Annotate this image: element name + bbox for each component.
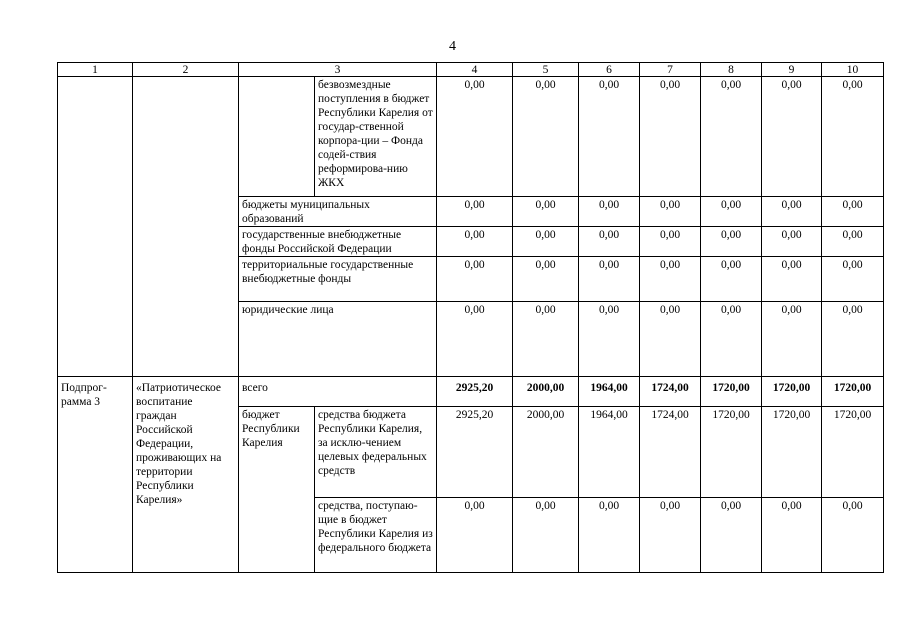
value-cell: 0,00 (437, 498, 513, 573)
value-cell: 0,00 (822, 257, 884, 302)
value-cell: 0,00 (579, 197, 640, 227)
header-cell-9: 9 (762, 63, 822, 77)
table-row (58, 377, 884, 407)
source-label: государственные внебюджетные фонды Российской Федерации (239, 227, 437, 257)
value-cell: 0,00 (513, 302, 579, 377)
empty-cell (58, 77, 133, 377)
value-cell: 0,00 (701, 498, 762, 573)
total-label: всего (239, 377, 437, 407)
value-cell: 0,00 (437, 227, 513, 257)
value-cell: 0,00 (513, 257, 579, 302)
value-cell: 0,00 (640, 197, 701, 227)
source-label: безвозмездные поступления в бюджет Республики Карелия от государ-ственной корпора-ции – Фонда содей-ствия реформирова-нию ЖКХ (315, 77, 437, 197)
header-cell-3: 3 (239, 63, 437, 77)
header-cell-5: 5 (513, 63, 579, 77)
total-value-cell: 1964,00 (579, 377, 640, 407)
value-cell: 1724,00 (640, 407, 701, 498)
value-cell: 1720,00 (822, 407, 884, 498)
value-cell: 0,00 (579, 77, 640, 197)
total-value-cell: 1724,00 (640, 377, 701, 407)
value-cell: 0,00 (762, 197, 822, 227)
value-cell: 0,00 (513, 197, 579, 227)
value-cell: 0,00 (822, 197, 884, 227)
header-cell-10: 10 (822, 63, 884, 77)
subprogram-name: Подпрог-рамма 3 (58, 377, 133, 573)
value-cell: 0,00 (701, 77, 762, 197)
value-cell: 0,00 (579, 498, 640, 573)
value-cell: 0,00 (701, 197, 762, 227)
value-cell: 0,00 (437, 257, 513, 302)
source-label: юридические лица (239, 302, 437, 377)
value-cell: 0,00 (762, 498, 822, 573)
value-cell: 0,00 (822, 302, 884, 377)
value-cell: 0,00 (640, 77, 701, 197)
value-cell: 0,00 (640, 227, 701, 257)
value-cell: 0,00 (762, 77, 822, 197)
value-cell: 0,00 (513, 498, 579, 573)
value-cell: 0,00 (437, 77, 513, 197)
header-cell-1: 1 (58, 63, 133, 77)
source-label: средства, поступаю-щие в бюджет Республики Карелия из федерального бюджета (315, 498, 437, 573)
total-value-cell: 1720,00 (822, 377, 884, 407)
value-cell: 1964,00 (579, 407, 640, 498)
value-cell: 0,00 (822, 227, 884, 257)
source-label: бюджеты муниципальных образований (239, 197, 437, 227)
empty-cell (239, 77, 315, 197)
value-cell: 0,00 (640, 302, 701, 377)
value-cell: 0,00 (762, 257, 822, 302)
budget-group-label: бюджет Республики Карелия (239, 407, 315, 573)
value-cell: 1720,00 (762, 407, 822, 498)
value-cell: 1720,00 (701, 407, 762, 498)
header-cell-4: 4 (437, 63, 513, 77)
header-cell-6: 6 (579, 63, 640, 77)
total-value-cell: 2000,00 (513, 377, 579, 407)
value-cell: 0,00 (579, 227, 640, 257)
value-cell: 0,00 (762, 302, 822, 377)
value-cell: 0,00 (640, 498, 701, 573)
value-cell: 0,00 (640, 257, 701, 302)
value-cell: 0,00 (579, 302, 640, 377)
header-cell-7: 7 (640, 63, 701, 77)
source-label: территориальные государственные внебюджетные фонды (239, 257, 437, 302)
total-value-cell: 2925,20 (437, 377, 513, 407)
subprogram-title: «Патриотическое воспитание граждан Российской Федерации, проживающих на территории Республики Карелия» (133, 377, 239, 573)
header-cell-2: 2 (133, 63, 239, 77)
value-cell: 0,00 (822, 77, 884, 197)
page-number: 4 (449, 39, 456, 54)
value-cell: 0,00 (822, 498, 884, 573)
value-cell: 0,00 (437, 197, 513, 227)
value-cell: 0,00 (701, 227, 762, 257)
value-cell: 0,00 (513, 77, 579, 197)
total-value-cell: 1720,00 (701, 377, 762, 407)
value-cell: 0,00 (762, 227, 822, 257)
value-cell: 0,00 (579, 257, 640, 302)
source-label: средства бюджета Республики Карелия, за исклю-чением целевых федеральных средств (315, 407, 437, 498)
header-row (58, 63, 884, 77)
value-cell: 0,00 (701, 302, 762, 377)
value-cell: 2925,20 (437, 407, 513, 498)
value-cell: 0,00 (701, 257, 762, 302)
header-cell-8: 8 (701, 63, 762, 77)
value-cell: 0,00 (513, 227, 579, 257)
total-value-cell: 1720,00 (762, 377, 822, 407)
funding-table (57, 62, 884, 573)
table-row (58, 77, 884, 197)
empty-cell (133, 77, 239, 377)
value-cell: 0,00 (437, 302, 513, 377)
value-cell: 2000,00 (513, 407, 579, 498)
